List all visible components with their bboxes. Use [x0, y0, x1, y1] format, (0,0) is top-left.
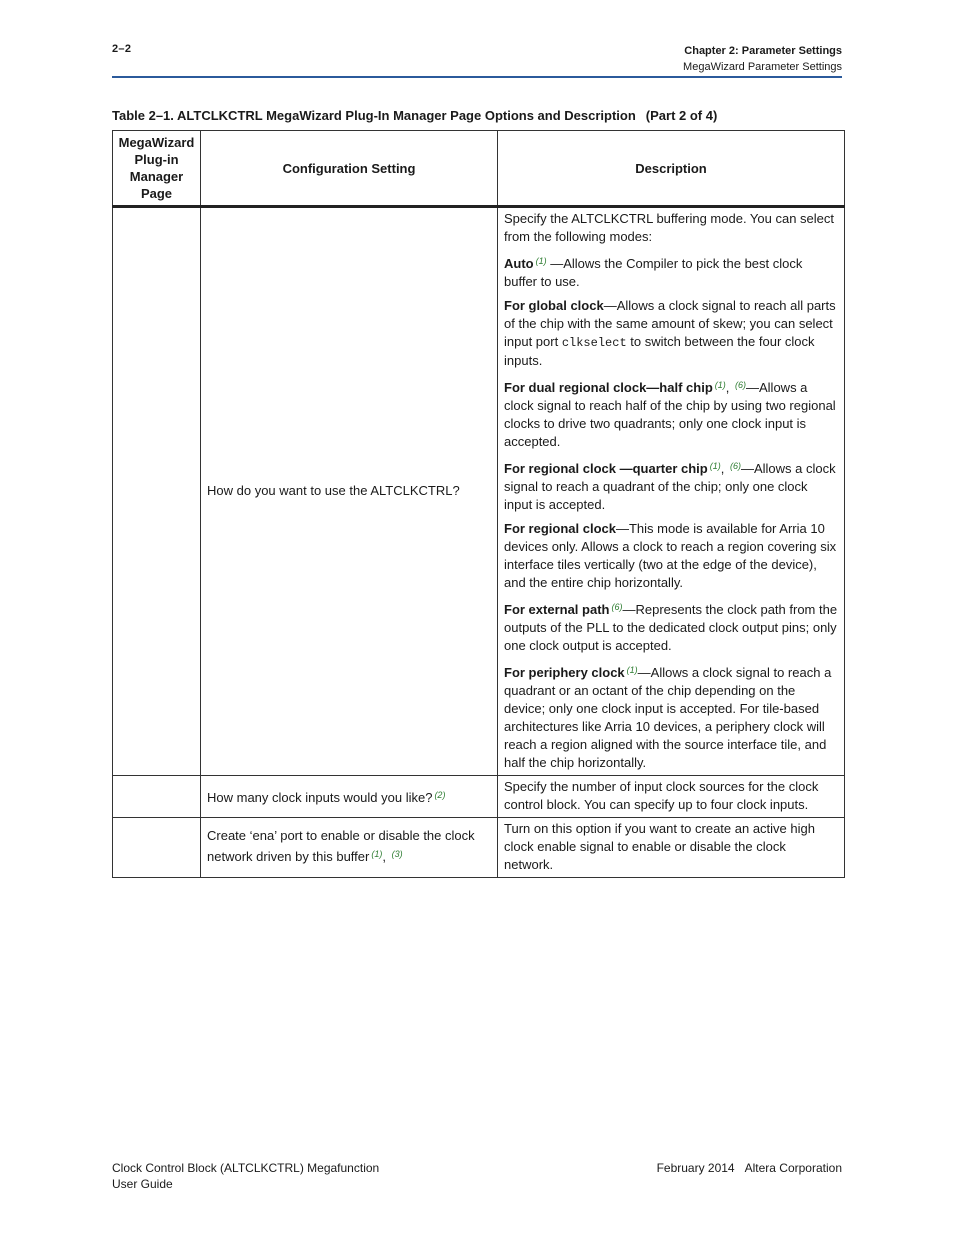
mode-regional-quarter-chip	[504, 457, 838, 514]
description-text: Turn on this option if you want to create an active high clock enable signal to enable or disable the clock network.	[504, 821, 815, 872]
description-cell	[498, 776, 845, 818]
description-intro: Specify the ALTCLKCTRL buffering mode. You can select from the following modes:	[504, 211, 835, 244]
mode-name: For regional clock —quarter chip	[504, 461, 708, 476]
description-text: Specify the number of input clock sources for the clock control block. You can specify up to four clock inputs.	[504, 779, 819, 812]
mode-regional-clock	[504, 520, 838, 592]
description-cell	[498, 207, 845, 776]
header-divider	[112, 76, 842, 78]
footer-left	[112, 1160, 379, 1192]
table-caption	[112, 108, 717, 123]
footnote-ref[interactable]: (6)	[735, 380, 746, 390]
setting-text: Create ‘ena’ port to enable or disable the clock network driven by this buffer $^{(1)}$, $^{(3)}$	[207, 828, 475, 864]
mode-external-path	[504, 598, 838, 655]
setting-text: How do you want to use the ALTCLKCTRL?	[207, 483, 460, 498]
mode-description: —Allows the Compiler to pick the best clock buffer to use.	[504, 256, 803, 289]
description-body	[498, 208, 844, 775]
table-row	[113, 818, 845, 878]
table-caption-title: Table 2–1. ALTCLKCTRL MegaWizard Plug-In Manager Page Options and Description	[112, 108, 636, 123]
document-type: User Guide	[112, 1177, 173, 1191]
page-cell	[113, 818, 201, 878]
mode-description: —Represents the clock path from the outputs of the PLL to the dedicated clock output pins; only one clock output is accepted.	[504, 602, 838, 653]
page-cell	[113, 207, 201, 776]
setting-cell	[201, 818, 498, 878]
mode-description: —Allows a clock signal to reach all parts of the chip with the same amount of skew; you can select input port	[504, 298, 836, 349]
mode-description: —Allows a clock signal to reach a quadrant of the chip; only one clock input is accepted.	[504, 461, 836, 512]
mode-dual-regional-clock	[504, 376, 838, 451]
options-table	[112, 130, 845, 878]
mode-name: For dual regional clock—half chip	[504, 380, 713, 395]
page-number: 2–2	[112, 43, 132, 55]
header-description: Description	[498, 131, 845, 207]
table-row	[113, 776, 845, 818]
mode-periphery-clock	[504, 661, 838, 772]
footnote-ref[interactable]: (6)	[729, 461, 741, 471]
table-header-row	[113, 131, 845, 207]
header-configuration-setting: Configuration Setting	[201, 131, 498, 207]
header-page-label: MegaWizard Plug-in Manager Page	[118, 135, 195, 201]
description-cell	[498, 818, 845, 878]
footnote-ref[interactable]: (1)	[709, 461, 721, 471]
footnote-ref[interactable]: (6)	[611, 602, 623, 612]
footer-right	[657, 1160, 842, 1176]
footnote-ref[interactable]: (2)	[434, 789, 446, 800]
footnote-ref[interactable]: (1)	[714, 380, 726, 390]
note-separator: ,	[382, 849, 390, 864]
publication-date: February 2014	[656, 1161, 735, 1175]
running-header	[683, 43, 842, 75]
mode-description-cont: to switch between the four clock inputs.	[504, 334, 815, 368]
setting-text: How many clock inputs would you like? $^{(2)}$	[207, 789, 446, 805]
port-name: clkselect	[561, 336, 627, 350]
mode-description: —Allows a clock signal to reach half of the chip by using two regional clocks to drive two quadrants; only one clock input is accepted.	[504, 380, 836, 449]
mode-description: —This mode is available for Arria 10 devices only. Allows a clock to reach a region covering six interface tiles vertically (two at the edge of the device), and the entire chip horizontally.	[504, 521, 837, 590]
setting-cell	[201, 207, 498, 776]
note-separator: ,	[720, 461, 728, 476]
header-megawizard-page	[113, 131, 201, 207]
page-cell	[113, 776, 201, 818]
footnote-ref[interactable]: (1)	[371, 849, 383, 859]
mode-name: For external path	[504, 602, 610, 617]
table-row	[113, 207, 845, 776]
mode-name: For global clock	[504, 298, 604, 313]
mode-auto	[504, 252, 838, 291]
section-title: MegaWizard Parameter Settings	[683, 61, 842, 73]
footnote-ref[interactable]: (1)	[626, 665, 638, 675]
footnote-ref[interactable]: (1)	[535, 256, 547, 266]
mode-name: For regional clock	[504, 521, 616, 536]
mode-global-clock	[504, 297, 838, 370]
table-caption-part: (Part 2 of 4)	[645, 108, 718, 123]
note-separator: ,	[725, 380, 733, 395]
mode-name: Auto	[504, 256, 534, 271]
chapter-title: Chapter 2: Parameter Settings	[684, 45, 842, 57]
document-title: Clock Control Block (ALTCLKCTRL) Megafunction	[112, 1161, 380, 1175]
mode-description: —Allows a clock signal to reach a quadrant or an octant of the chip depending on the device; only one clock input is accepted. For tile-based architectures like Arria 10 devices, a periphery clock will reach a region aligned with the source interface tile, and half the chip horizontally.	[504, 665, 832, 770]
mode-name: For periphery clock	[504, 665, 625, 680]
setting-cell	[201, 776, 498, 818]
company-name: Altera Corporation	[744, 1161, 842, 1175]
footnote-ref[interactable]: (3)	[391, 849, 403, 859]
